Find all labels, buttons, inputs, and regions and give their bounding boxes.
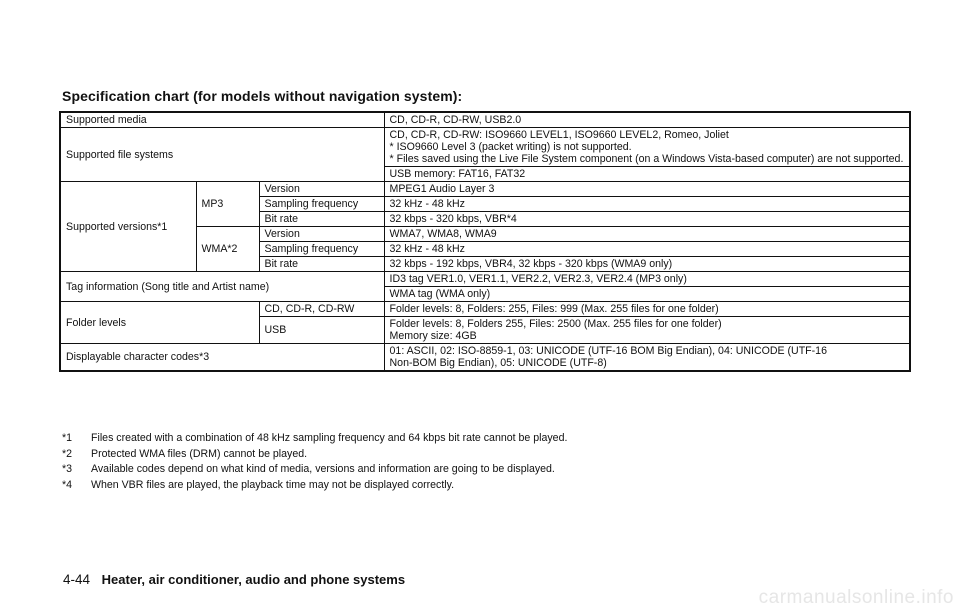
char-codes-label: Displayable character codes*3 [60,344,384,372]
watermark: carmanualsonline.info [758,587,954,608]
file-systems-line: CD, CD-R, CD-RW: ISO9660 LEVEL1, ISO9660 LEVEL2, Romeo, Joliet [389,129,729,141]
supported-media-label: Supported media [60,112,384,128]
footnote-text: When VBR files are played, the playback time may not be displayed correctly. [91,478,455,491]
footnote [62,462,912,478]
folder-usb-label: USB [259,317,384,344]
footnote-key: *2 [62,447,73,460]
footnote [62,431,912,447]
folder-cd-value: Folder levels: 8, Folders: 255, Files: 999 (Max. 255 files for one folder) [384,302,910,317]
page-footer [63,572,405,587]
versions-label: Supported versions*1 [60,182,196,272]
footnote-text: Protected WMA files (DRM) cannot be played. [91,447,308,460]
tag-info-value: ID3 tag VER1.0, VER1.1, VER2.2, VER2.3, VER2.4 (MP3 only) [384,272,910,287]
file-systems-label: Supported file systems [60,128,384,182]
page-number: 4-44 [63,572,91,587]
footnote-key: *4 [62,478,73,491]
footer-section-title: Heater, air conditioner, audio and phone systems [101,572,406,587]
wma-version-label: Version [259,227,384,242]
wma-version-value: WMA7, WMA8, WMA9 [384,227,910,242]
table-row [60,344,910,372]
wma-label: WMA*2 [196,227,259,272]
file-systems-value [384,128,910,167]
file-systems-line: * ISO9660 Level 3 (packet writing) is not supported. [389,141,632,153]
table-row [60,112,910,128]
footnote-key: *3 [62,463,73,475]
footnote-key: *1 [62,432,73,444]
mp3-sampling-value: 32 kHz - 48 kHz [384,197,910,212]
table-row [60,302,910,317]
mp3-version-value: MPEG1 Audio Layer 3 [384,182,910,197]
section-title: Specification chart (for models without navigation system): [62,88,463,104]
specification-table [59,111,911,372]
mp3-label: MP3 [196,182,259,227]
wma-bitrate-value: 32 kbps - 192 kbps, VBR4, 32 kbps - 320 kbps (WMA9 only) [384,257,910,272]
table-row [60,128,910,167]
wma-sampling-value: 32 kHz - 48 kHz [384,242,910,257]
folder-cd-label: CD, CD-R, CD-RW [259,302,384,317]
footnote-text: Available codes depend on what kind of media, versions and information are going to be displayed. [91,463,555,475]
wma-sampling-label: Sampling frequency [259,242,384,257]
footnotes [62,431,912,493]
tag-info-label: Tag information (Song title and Artist name) [60,272,384,302]
folder-usb-line: Memory size: 4GB [389,330,477,342]
supported-media-value: CD, CD-R, CD-RW, USB2.0 [384,112,910,128]
footnote-text: Files created with a combination of 48 kHz sampling frequency and 64 kbps bit rate cannot be played. [91,432,568,444]
char-codes-line: Non-BOM Big Endian), 05: UNICODE (UTF-8) [389,357,607,369]
folder-usb-value [384,317,910,344]
char-codes-value [384,344,910,372]
folder-levels-label: Folder levels [60,302,259,344]
file-systems-line: * Files saved using the Live File System component (on a Windows Vista-based computer) are not supported. [389,153,904,165]
file-systems-usb-value: USB memory: FAT16, FAT32 [384,167,910,182]
footnote [62,447,912,463]
mp3-sampling-label: Sampling frequency [259,197,384,212]
mp3-bitrate-value: 32 kbps - 320 kbps, VBR*4 [384,212,910,227]
mp3-bitrate-label: Bit rate [259,212,384,227]
tag-info-wma-value: WMA tag (WMA only) [384,287,910,302]
char-codes-line: 01: ASCII, 02: ISO-8859-1, 03: UNICODE (UTF-16 BOM Big Endian), 04: UNICODE (UTF-16 [389,345,827,357]
folder-usb-line: Folder levels: 8, Folders 255, Files: 2500 (Max. 255 files for one folder) [389,318,722,330]
footnote [62,478,912,494]
table-row [60,272,910,287]
wma-bitrate-label: Bit rate [259,257,384,272]
table-row [60,182,910,197]
mp3-version-label: Version [259,182,384,197]
